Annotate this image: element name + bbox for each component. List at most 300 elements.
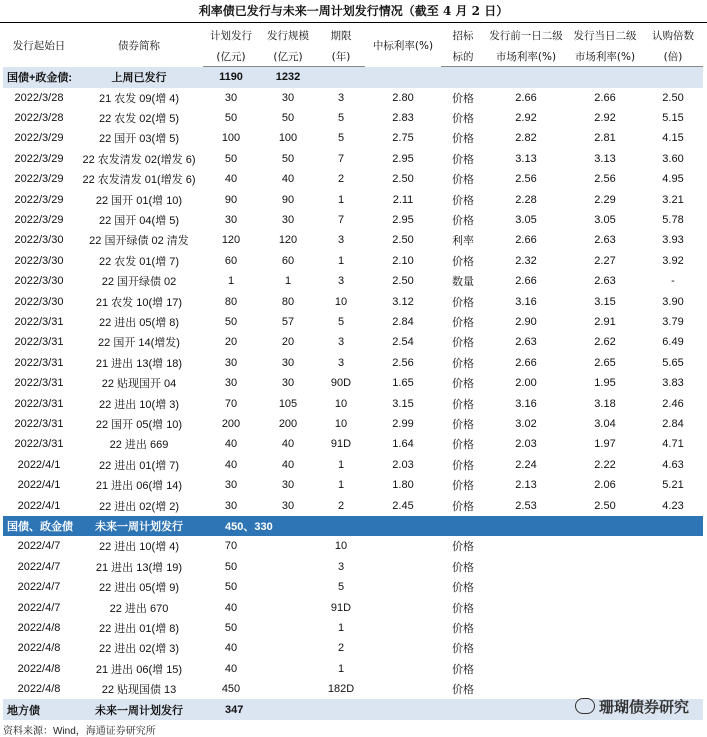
cell-issued: 105: [278, 397, 298, 410]
cell-term: 1: [337, 254, 345, 267]
cell-rate: 2.95: [392, 152, 414, 165]
cell-subscription: 4.71: [662, 438, 684, 451]
cell-date: 2022/3/30: [14, 234, 64, 247]
cell-name: 21 进出 06(增 14): [95, 480, 183, 493]
cell-bid: 价格: [452, 561, 474, 574]
cell-before: 2.53: [515, 499, 537, 512]
cell-rate: 2.83: [392, 112, 414, 125]
cell-subscription: 2.50: [662, 91, 684, 104]
cell-rate: 2.95: [392, 214, 414, 227]
cell-bid: 价格: [452, 113, 474, 126]
cell-before: 2.66: [515, 91, 537, 104]
table-row: [3, 618, 703, 638]
cell-after: [567, 618, 643, 638]
table-row: [3, 434, 703, 454]
cell-date: 2022/3/31: [14, 315, 64, 328]
cell-issued: 57: [281, 315, 295, 328]
cell-before: [485, 597, 567, 617]
cell-before: [485, 557, 567, 577]
cell-before: [485, 536, 567, 556]
cell-name: 22 国开 04(增 5): [98, 215, 180, 228]
table-row: [3, 557, 703, 577]
section-past-issued: [3, 67, 703, 88]
cell-term: 7: [337, 214, 345, 227]
cell-rate: 1.64: [392, 438, 414, 451]
cell-subscription: 4.23: [662, 499, 684, 512]
cell-planned: 450: [221, 683, 241, 696]
table-row: [3, 271, 703, 291]
cell-rate: 3.15: [392, 397, 414, 410]
cell-subscription: [643, 577, 703, 597]
cell-before: [485, 659, 567, 679]
cell-planned: 70: [224, 397, 238, 410]
cell-name: 22 国开绿债 02 清发: [89, 235, 189, 248]
cell-name: 22 进出 01(增 7): [98, 459, 180, 472]
cell-planned: 80: [224, 295, 238, 308]
section-label: 国债+政金债:: [3, 67, 75, 88]
table-row: [3, 659, 703, 679]
cell-date: 2022/3/29: [14, 132, 64, 145]
cell-planned: 50: [224, 315, 238, 328]
cell-subscription: [643, 557, 703, 577]
cell-before: 2.82: [515, 132, 537, 145]
cell-planned: 30: [224, 377, 238, 390]
cell-planned: 30: [224, 499, 238, 512]
cell-planned: 70: [224, 540, 238, 553]
cell-name: 21 农发 10(增 17): [95, 296, 183, 309]
cell-issued: 100: [278, 132, 298, 145]
table-title: 利率债已发行与未来一周计划发行情况（截至 4 月 2 日）: [0, 0, 707, 23]
table-row: [3, 475, 703, 495]
cell-term: 182D: [327, 683, 355, 696]
cell-name: 22 国开 05(增 10): [95, 418, 183, 431]
header-issued: 发行规模: [267, 29, 309, 42]
cell-before: 2.00: [515, 377, 537, 390]
cell-subscription: -: [671, 275, 675, 288]
cell-date: 2022/4/7: [17, 540, 61, 553]
cell-issued: 120: [278, 234, 298, 247]
cell-subscription: [643, 659, 703, 679]
cell-date: 2022/4/8: [17, 683, 61, 696]
cell-bid: 价格: [452, 622, 474, 635]
cell-subscription: [643, 638, 703, 658]
table-row: [3, 230, 703, 250]
cell-term: 1: [337, 621, 345, 634]
cell-rate: 2.54: [392, 336, 414, 349]
cell-issued: [259, 557, 317, 577]
cell-bid: 价格: [452, 398, 474, 411]
cell-term: 3: [337, 91, 345, 104]
cell-before: 3.02: [515, 417, 537, 430]
cell-rate: 2.75: [392, 132, 414, 145]
table-row: [3, 169, 703, 189]
cell-date: 2022/3/31: [14, 417, 64, 430]
cell-before: 2.92: [515, 112, 537, 125]
cell-date: 2022/3/31: [14, 377, 64, 390]
cell-bid: 价格: [452, 684, 474, 697]
cell-planned: 30: [224, 479, 238, 492]
cell-after: 2.63: [594, 234, 616, 247]
section-sub: 未来一周计划发行: [75, 516, 203, 537]
source-note: 资料来源：Wind，海通证券研究所: [3, 726, 156, 737]
table-row: [3, 291, 703, 311]
cell-rate: 2.50: [392, 275, 414, 288]
cell-issued: 40: [281, 438, 295, 451]
cell-issued: 30: [281, 214, 295, 227]
cell-rate: 2.56: [392, 356, 414, 369]
cell-subscription: 5.15: [662, 112, 684, 125]
cell-term: 91D: [330, 601, 352, 614]
header-term: 期限: [330, 29, 352, 42]
header-rate: 中标利率(%): [372, 39, 434, 52]
cell-planned: 20: [224, 336, 238, 349]
cell-rate: 2.84: [392, 315, 414, 328]
cell-planned: 40: [224, 662, 238, 675]
cell-planned: 90: [224, 193, 238, 206]
cell-name: 22 农发 02(增 5): [98, 113, 180, 126]
cell-after: 1.97: [594, 438, 616, 451]
cell-after: [567, 659, 643, 679]
cell-after: 1.95: [594, 377, 616, 390]
cell-planned: 1: [227, 275, 235, 288]
cell-issued: 80: [281, 295, 295, 308]
cell-issued: [259, 659, 317, 679]
cell-before: 2.90: [515, 315, 537, 328]
cell-date: 2022/3/29: [14, 193, 64, 206]
header-row: [3, 24, 703, 46]
cell-term: 2: [337, 173, 345, 186]
cell-issued: 50: [281, 152, 295, 165]
cell-rate: 2.03: [392, 458, 414, 471]
cell-bid: 价格: [452, 439, 474, 452]
cell-planned: 30: [224, 356, 238, 369]
cell-name: 22 国开绿债 02: [101, 276, 177, 289]
cell-before: [485, 618, 567, 638]
cell-rate: 2.45: [392, 499, 414, 512]
section-sub: 未来一周计划发行: [75, 699, 203, 720]
wechat-icon: [575, 698, 595, 714]
cell-issued: 90: [281, 193, 295, 206]
cell-date: 2022/3/31: [14, 356, 64, 369]
cell-subscription: [643, 618, 703, 638]
cell-after: 2.92: [594, 112, 616, 125]
cell-after: [567, 638, 643, 658]
cell-term: 2: [337, 499, 345, 512]
cell-date: 2022/4/8: [17, 662, 61, 675]
cell-rate: 2.80: [392, 91, 414, 104]
cell-bid: 价格: [452, 459, 474, 472]
cell-date: 2022/3/28: [14, 91, 64, 104]
cell-rate: [365, 557, 441, 577]
header-name: 债券简称: [118, 39, 160, 52]
cell-after: [567, 597, 643, 617]
cell-name: 22 农发 01(增 7): [98, 255, 180, 268]
cell-date: 2022/3/31: [14, 336, 64, 349]
cell-subscription: 3.93: [662, 234, 684, 247]
cell-term: 1: [337, 458, 345, 471]
cell-term: 3: [337, 356, 345, 369]
cell-after: [567, 536, 643, 556]
cell-term: 5: [337, 315, 345, 328]
cell-before: 3.16: [515, 397, 537, 410]
cell-rate: [365, 536, 441, 556]
cell-term: 3: [337, 560, 345, 573]
cell-subscription: 4.95: [662, 173, 684, 186]
cell-issued: 30: [281, 499, 295, 512]
cell-issued: 30: [281, 91, 295, 104]
bond-issuance-table: [3, 24, 703, 720]
watermark-text: 珊瑚债券研究: [598, 699, 689, 716]
cell-before: 2.24: [515, 458, 537, 471]
cell-rate: [365, 577, 441, 597]
cell-term: 5: [337, 112, 345, 125]
cell-planned: 40: [224, 642, 238, 655]
table-row: [3, 128, 703, 148]
cell-issued: 50: [281, 112, 295, 125]
table-row: [3, 210, 703, 230]
table-row: [3, 455, 703, 475]
cell-date: 2022/4/8: [17, 621, 61, 634]
cell-bid: 价格: [452, 582, 474, 595]
cell-term: 10: [334, 295, 348, 308]
cell-bid: 价格: [452, 541, 474, 554]
cell-after: 3.18: [594, 397, 616, 410]
section-issued-total: 1232: [259, 67, 317, 88]
cell-before: 2.13: [515, 479, 537, 492]
table-row: [3, 373, 703, 393]
cell-name: 22 进出 10(增 4): [98, 541, 180, 554]
cell-planned: 30: [224, 91, 238, 104]
cell-bid: 价格: [452, 378, 474, 391]
cell-after: [567, 577, 643, 597]
header-issued-unit: (亿元): [259, 46, 317, 67]
cell-bid: 价格: [452, 174, 474, 187]
cell-name: 22 国开 03(增 5): [98, 133, 180, 146]
cell-date: 2022/3/28: [14, 112, 64, 125]
cell-name: 22 国开 01(增 10): [95, 194, 183, 207]
cell-issued: [259, 597, 317, 617]
cell-bid: 价格: [452, 357, 474, 370]
table-row: [3, 495, 703, 515]
cell-bid: 利率: [452, 235, 474, 248]
cell-before: 3.13: [515, 152, 537, 165]
cell-planned: 40: [224, 458, 238, 471]
cell-subscription: [643, 536, 703, 556]
cell-name: 21 进出 13(增 19): [95, 561, 183, 574]
cell-before: 2.66: [515, 234, 537, 247]
cell-bid: 价格: [452, 194, 474, 207]
cell-bid: 数量: [452, 276, 474, 289]
header-before: 发行前一日二级: [489, 29, 563, 42]
table-row: [3, 597, 703, 617]
cell-after: 3.13: [594, 152, 616, 165]
cell-rate: [365, 638, 441, 658]
cell-bid: 价格: [452, 215, 474, 228]
cell-name: 21 进出 13(增 18): [95, 357, 183, 370]
cell-before: [485, 577, 567, 597]
cell-name: 22 贴现国开 04: [101, 378, 177, 391]
cell-term: 1: [337, 479, 345, 492]
cell-name: 21 进出 06(增 15): [95, 663, 183, 676]
header-planned: 计划发行: [210, 29, 252, 42]
cell-subscription: 6.49: [662, 336, 684, 349]
cell-after: 3.04: [594, 417, 616, 430]
cell-planned: 40: [224, 173, 238, 186]
table-row: [3, 638, 703, 658]
header-after-unit: 市场利率(%): [567, 46, 643, 67]
cell-rate: 2.11: [392, 193, 414, 206]
cell-rate: 2.99: [392, 417, 414, 430]
cell-planned: 40: [224, 438, 238, 451]
cell-name: 22 贴现国债 13: [101, 684, 177, 697]
cell-bid: 价格: [452, 602, 474, 615]
table-row: [3, 149, 703, 169]
cell-issued: [259, 577, 317, 597]
cell-term: 7: [337, 152, 345, 165]
cell-after: 2.56: [594, 173, 616, 186]
cell-before: 2.66: [515, 275, 537, 288]
cell-issued: 200: [278, 417, 298, 430]
cell-name: 22 进出 02(增 3): [98, 643, 180, 656]
cell-rate: [365, 597, 441, 617]
cell-issued: 60: [281, 254, 295, 267]
cell-issued: 30: [281, 377, 295, 390]
cell-subscription: 3.90: [662, 295, 684, 308]
cell-date: 2022/3/31: [14, 397, 64, 410]
cell-planned: 50: [224, 560, 238, 573]
section-planned-total: 450、330: [203, 516, 317, 537]
cell-name: 22 进出 02(增 2): [98, 500, 180, 513]
cell-after: 3.15: [594, 295, 616, 308]
cell-date: 2022/4/1: [17, 458, 61, 471]
cell-issued: 30: [281, 479, 295, 492]
cell-name: 22 国开 14(增发): [98, 337, 180, 350]
cell-term: 91D: [330, 438, 352, 451]
cell-date: 2022/3/30: [14, 254, 64, 267]
cell-bid: 价格: [452, 500, 474, 513]
cell-bid: 价格: [452, 296, 474, 309]
cell-planned: 200: [221, 417, 241, 430]
cell-planned: 50: [224, 581, 238, 594]
cell-term: 2: [337, 642, 345, 655]
cell-issued: 1: [284, 275, 292, 288]
cell-rate: 1.65: [392, 377, 414, 390]
cell-date: 2022/3/30: [14, 275, 64, 288]
cell-subscription: 3.92: [662, 254, 684, 267]
cell-date: 2022/4/7: [17, 560, 61, 573]
cell-date: 2022/4/1: [17, 499, 61, 512]
cell-before: 2.63: [515, 336, 537, 349]
cell-name: 22 农发清发 01(增发 6): [82, 174, 196, 187]
cell-before: 3.05: [515, 214, 537, 227]
cell-term: 3: [337, 275, 345, 288]
cell-after: 2.66: [594, 91, 616, 104]
watermark: [575, 696, 689, 717]
header-bid-unit: 标的: [441, 46, 485, 67]
cell-rate: [365, 618, 441, 638]
table-row: [3, 577, 703, 597]
cell-subscription: [643, 597, 703, 617]
cell-name: 22 进出 05(增 8): [98, 316, 180, 329]
header-bid: 招标: [452, 29, 474, 42]
cell-subscription: 4.15: [662, 132, 684, 145]
table-row: [3, 353, 703, 373]
cell-term: 3: [337, 336, 345, 349]
cell-bid: 价格: [452, 133, 474, 146]
cell-before: 2.32: [515, 254, 537, 267]
cell-date: 2022/3/29: [14, 214, 64, 227]
cell-issued: 20: [281, 336, 295, 349]
table-row: [3, 393, 703, 413]
section-planned-total: 347: [203, 699, 317, 720]
header-subscription: 认购倍数: [652, 29, 694, 42]
cell-date: 2022/3/29: [14, 152, 64, 165]
cell-before: 2.03: [515, 438, 537, 451]
cell-before: [485, 638, 567, 658]
cell-after: 3.05: [594, 214, 616, 227]
section-label: 国债、政金债: [3, 516, 75, 537]
cell-term: 10: [334, 417, 348, 430]
cell-bid: 价格: [452, 153, 474, 166]
table-row: [3, 88, 703, 108]
cell-bid: 价格: [452, 337, 474, 350]
header-before-unit: 市场利率(%): [485, 46, 567, 67]
header-subscription-unit: (倍): [643, 46, 703, 67]
cell-issued: 40: [281, 173, 295, 186]
table-row: [3, 332, 703, 352]
cell-after: [567, 557, 643, 577]
cell-rate: 2.10: [392, 254, 414, 267]
cell-subscription: 4.63: [662, 458, 684, 471]
cell-subscription: 3.60: [662, 152, 684, 165]
cell-issued: 40: [281, 458, 295, 471]
cell-planned: 30: [224, 214, 238, 227]
cell-bid: 价格: [452, 255, 474, 268]
cell-before: 2.28: [515, 193, 537, 206]
cell-date: 2022/3/30: [14, 295, 64, 308]
cell-rate: 2.50: [392, 234, 414, 247]
cell-rate: 1.80: [392, 479, 414, 492]
cell-subscription: 5.21: [662, 479, 684, 492]
cell-term: 90D: [330, 377, 352, 390]
section-sub: 上周已发行: [75, 67, 203, 88]
cell-after: 2.29: [594, 193, 616, 206]
cell-bid: 价格: [452, 480, 474, 493]
header-term-unit: (年): [317, 46, 365, 67]
cell-term: 1: [337, 193, 345, 206]
cell-after: 2.91: [594, 315, 616, 328]
cell-issued: [259, 679, 317, 699]
cell-date: 2022/4/7: [17, 601, 61, 614]
cell-term: 3: [337, 234, 345, 247]
cell-after: 2.81: [594, 132, 616, 145]
cell-after: 2.27: [594, 254, 616, 267]
cell-term: 1: [337, 662, 345, 675]
table-row: [3, 108, 703, 128]
header-date: 发行起始日: [12, 39, 66, 52]
cell-name: 22 进出 669: [109, 439, 169, 452]
cell-after: 2.06: [594, 479, 616, 492]
header-after: 发行当日二级: [573, 29, 637, 42]
cell-planned: 100: [221, 132, 241, 145]
cell-term: 5: [337, 581, 345, 594]
cell-subscription: 5.78: [662, 214, 684, 227]
cell-bid: 价格: [452, 663, 474, 676]
cell-subscription: 5.65: [662, 356, 684, 369]
cell-planned: 60: [224, 254, 238, 267]
cell-name: 22 进出 01(增 8): [98, 622, 180, 635]
cell-name: 22 进出 10(增 3): [98, 398, 180, 411]
